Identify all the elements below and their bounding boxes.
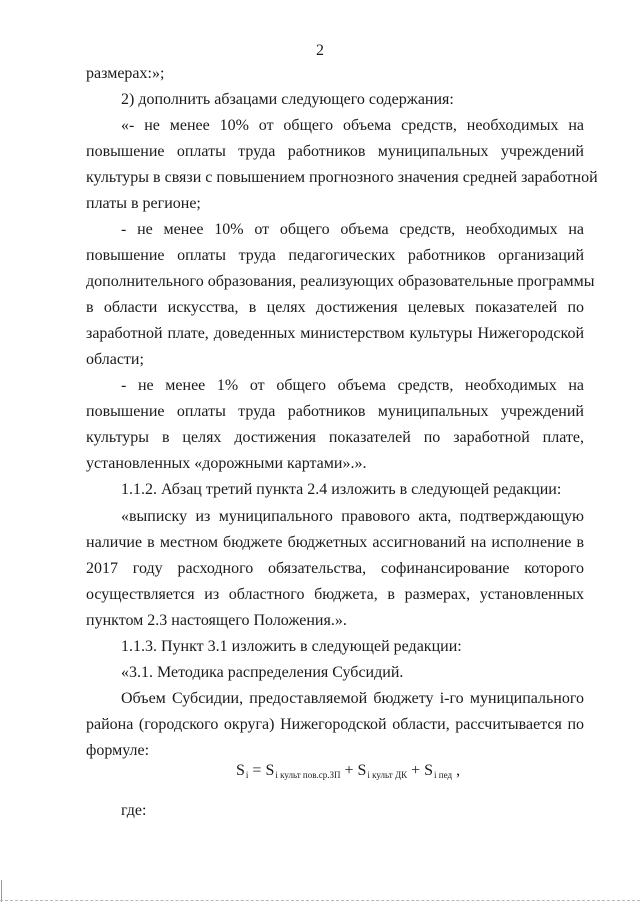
text-line: повышение оплаты труда работников муниципальных учреждений <box>86 143 584 160</box>
formula-equals: = <box>248 762 266 779</box>
text-line: «- не менее 10% от общего объема средств, необходимых на <box>121 117 584 134</box>
text-line: области; <box>86 351 144 368</box>
text-line: в области искусства, в целях достижения целевых показателей по <box>86 299 584 316</box>
text-line: Объем Субсидии, предоставляемой бюджету i-го муниципального <box>121 690 584 707</box>
formula-lhs-subscript: i <box>245 770 249 780</box>
text-line: заработной плате, доведенных министерством культуры Нижегородской <box>86 325 584 342</box>
formula-plus: + <box>340 762 358 779</box>
text-line: района (городского округа) Нижегородской области, рассчитывается по <box>86 716 584 733</box>
text-line: культуры в целях достижения показателей по заработной плате, <box>86 429 584 446</box>
text-line: повышение оплаты труда педагогических работников организаций <box>86 247 584 264</box>
formula-term-subscript: i пед <box>434 770 453 780</box>
text-line: повышение оплаты труда работников муниципальных учреждений <box>86 403 584 420</box>
formula-lhs: S <box>236 762 245 779</box>
text-line: - не менее 1% от общего объема средств, необходимых на <box>121 377 584 394</box>
formula-term-symbol: S <box>265 762 275 779</box>
formula-term-symbol: S <box>357 762 367 779</box>
text-line: «3.1. Методика распределения Субсидий. <box>121 664 404 681</box>
text-line: где: <box>121 802 147 819</box>
text-line: размерах:»; <box>86 65 165 82</box>
text-line: установленных «дорожными картами».». <box>86 455 367 472</box>
text-line: 2017 году расходного обязательства, софинансирование которого <box>86 560 584 577</box>
text-line: 1.1.3. Пункт 3.1 изложить в следующей редакции: <box>121 638 462 655</box>
text-line: 2) дополнить абзацами следующего содержания: <box>121 91 454 108</box>
formula-plus: + <box>407 762 425 779</box>
text-line: наличие в местном бюджете бюджетных ассигнований на исполнение в <box>86 534 584 551</box>
formula-term-symbol: S <box>424 762 434 779</box>
text-line: пунктом 2.3 настоящего Положения.». <box>86 612 347 629</box>
text-line: культуры в связи с повышением прогнозного значения средней заработной <box>86 169 598 186</box>
text-line: осуществляется из областного бюджета, в размерах, установленных <box>86 586 584 603</box>
text-line: формуле: <box>86 742 150 759</box>
text-line: платы в регионе; <box>86 195 201 212</box>
formula-trailing: , <box>452 762 461 779</box>
text-line: - не менее 10% от общего объема средств, необходимых на <box>121 221 584 238</box>
formula-term-subscript: i культ ДК <box>367 770 408 780</box>
formula-term-subscript: i культ пов.ср.ЗП <box>275 770 341 780</box>
scan-bottom-rule <box>0 900 640 901</box>
text-line: «выписку из муниципального правового акта, подтверждающую <box>121 508 584 525</box>
text-line: 1.1.2. Абзац третий пункта 2.4 изложить в следующей редакции: <box>121 481 562 498</box>
text-line: дополнительного образования, реализующих образовательные программы <box>86 273 595 290</box>
scan-edge-mark <box>1 880 2 902</box>
subsidy-formula <box>236 760 460 786</box>
page-number: 2 <box>316 42 324 59</box>
